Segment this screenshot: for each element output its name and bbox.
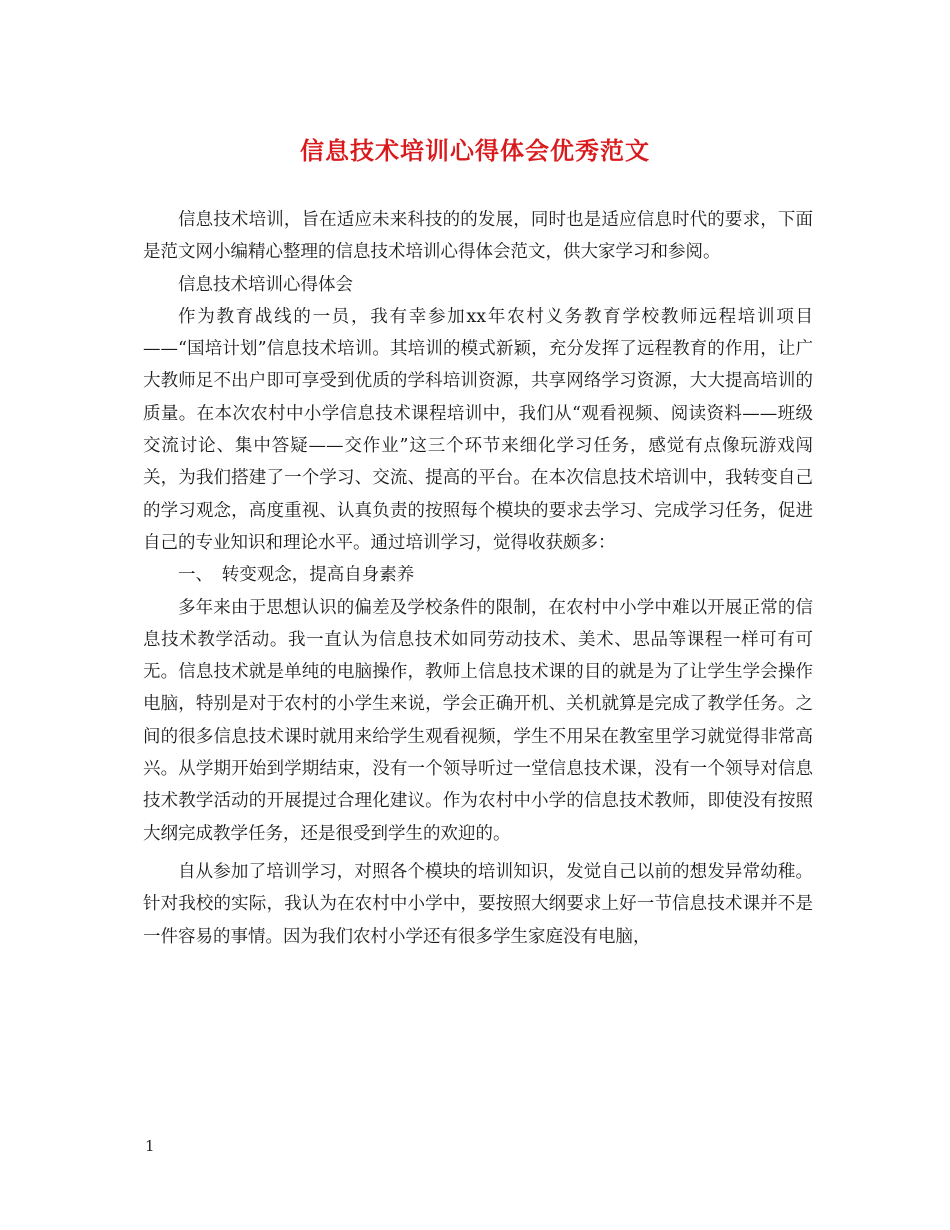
body-paragraph: 多年来由于思想认识的偏差及学校条件的限制，在农村中小学中难以开展正常的信息技术教学活动。我一直认为信息技术如同劳动技术、美术、思品等课程一样可有可无。信息技术就是单纯的电脑操作，教师上信息技术课的目的就是为了让学生学会操作电脑，特别是对于农村的小学生来说，学会正确开机、关机就算是完成了教学任务。之间的很多信息技术课时就用来给学生观看视频，学生不用呆在教室里学习就觉得非常高兴。从学期开始到学期结束，没有一个领导听过一堂信息技术课，没有一个领导对信息技术教学活动的开展提过合理化建议。作为农村中小学的信息技术教师，即使没有按照大纲完成教学任务，还是很受到学生的欢迎的。 — [143, 597, 813, 844]
numbered-heading: 一、 转变观念，提高自身素养 — [178, 565, 415, 586]
body-paragraph: 自从参加了培训学习，对照各个模块的培训知识，发觉自己以前的想发异常幼稚。针对我校的实际，我认为在农村中小学中，要按照大纲要求上好一节信息技术课并不是一件容易的事情。因为我们农村小学还有很多学生家庭没有电脑， — [143, 861, 813, 947]
document-title: 信息技术培训心得体会优秀范文 — [300, 136, 650, 165]
section-heading: 信息技术培训心得体会 — [178, 274, 353, 295]
body-paragraph: 作为教育战线的一员，我有幸参加xx年农村义务教育学校教师远程培训项目——“国培计划”信息技术培训。其培训的模式新颖，充分发挥了远程教育的作用，让广大教师足不出户即可享受到优质的学科培训资源，共享网络学习资源，大大提高培训的质量。在本次农村中小学信息技术课程培训中，我们从“观看视频、阅读资料——班级交流讨论、集中答疑——交作业”这三个环节来细化学习任务，感觉有点像玩游戏闯关，为我们搭建了一个学习、交流、提高的平台。在本次信息技术培训中，我转变自己的学习观念，高度重视、认真负责的按照每个模块的要求去学习、完成学习任务，促进自己的专业知识和理论水平。通过培训学习，觉得收获颇多： — [143, 306, 813, 553]
intro-paragraph: 信息技术培训，旨在适应未来科技的的发展，同时也是适应信息时代的要求，下面是范文网小编精心整理的信息技术培训心得体会范文，供大家学习和参阅。 — [143, 210, 813, 263]
document-body — [143, 204, 813, 953]
page-number: 1 — [145, 1137, 155, 1155]
